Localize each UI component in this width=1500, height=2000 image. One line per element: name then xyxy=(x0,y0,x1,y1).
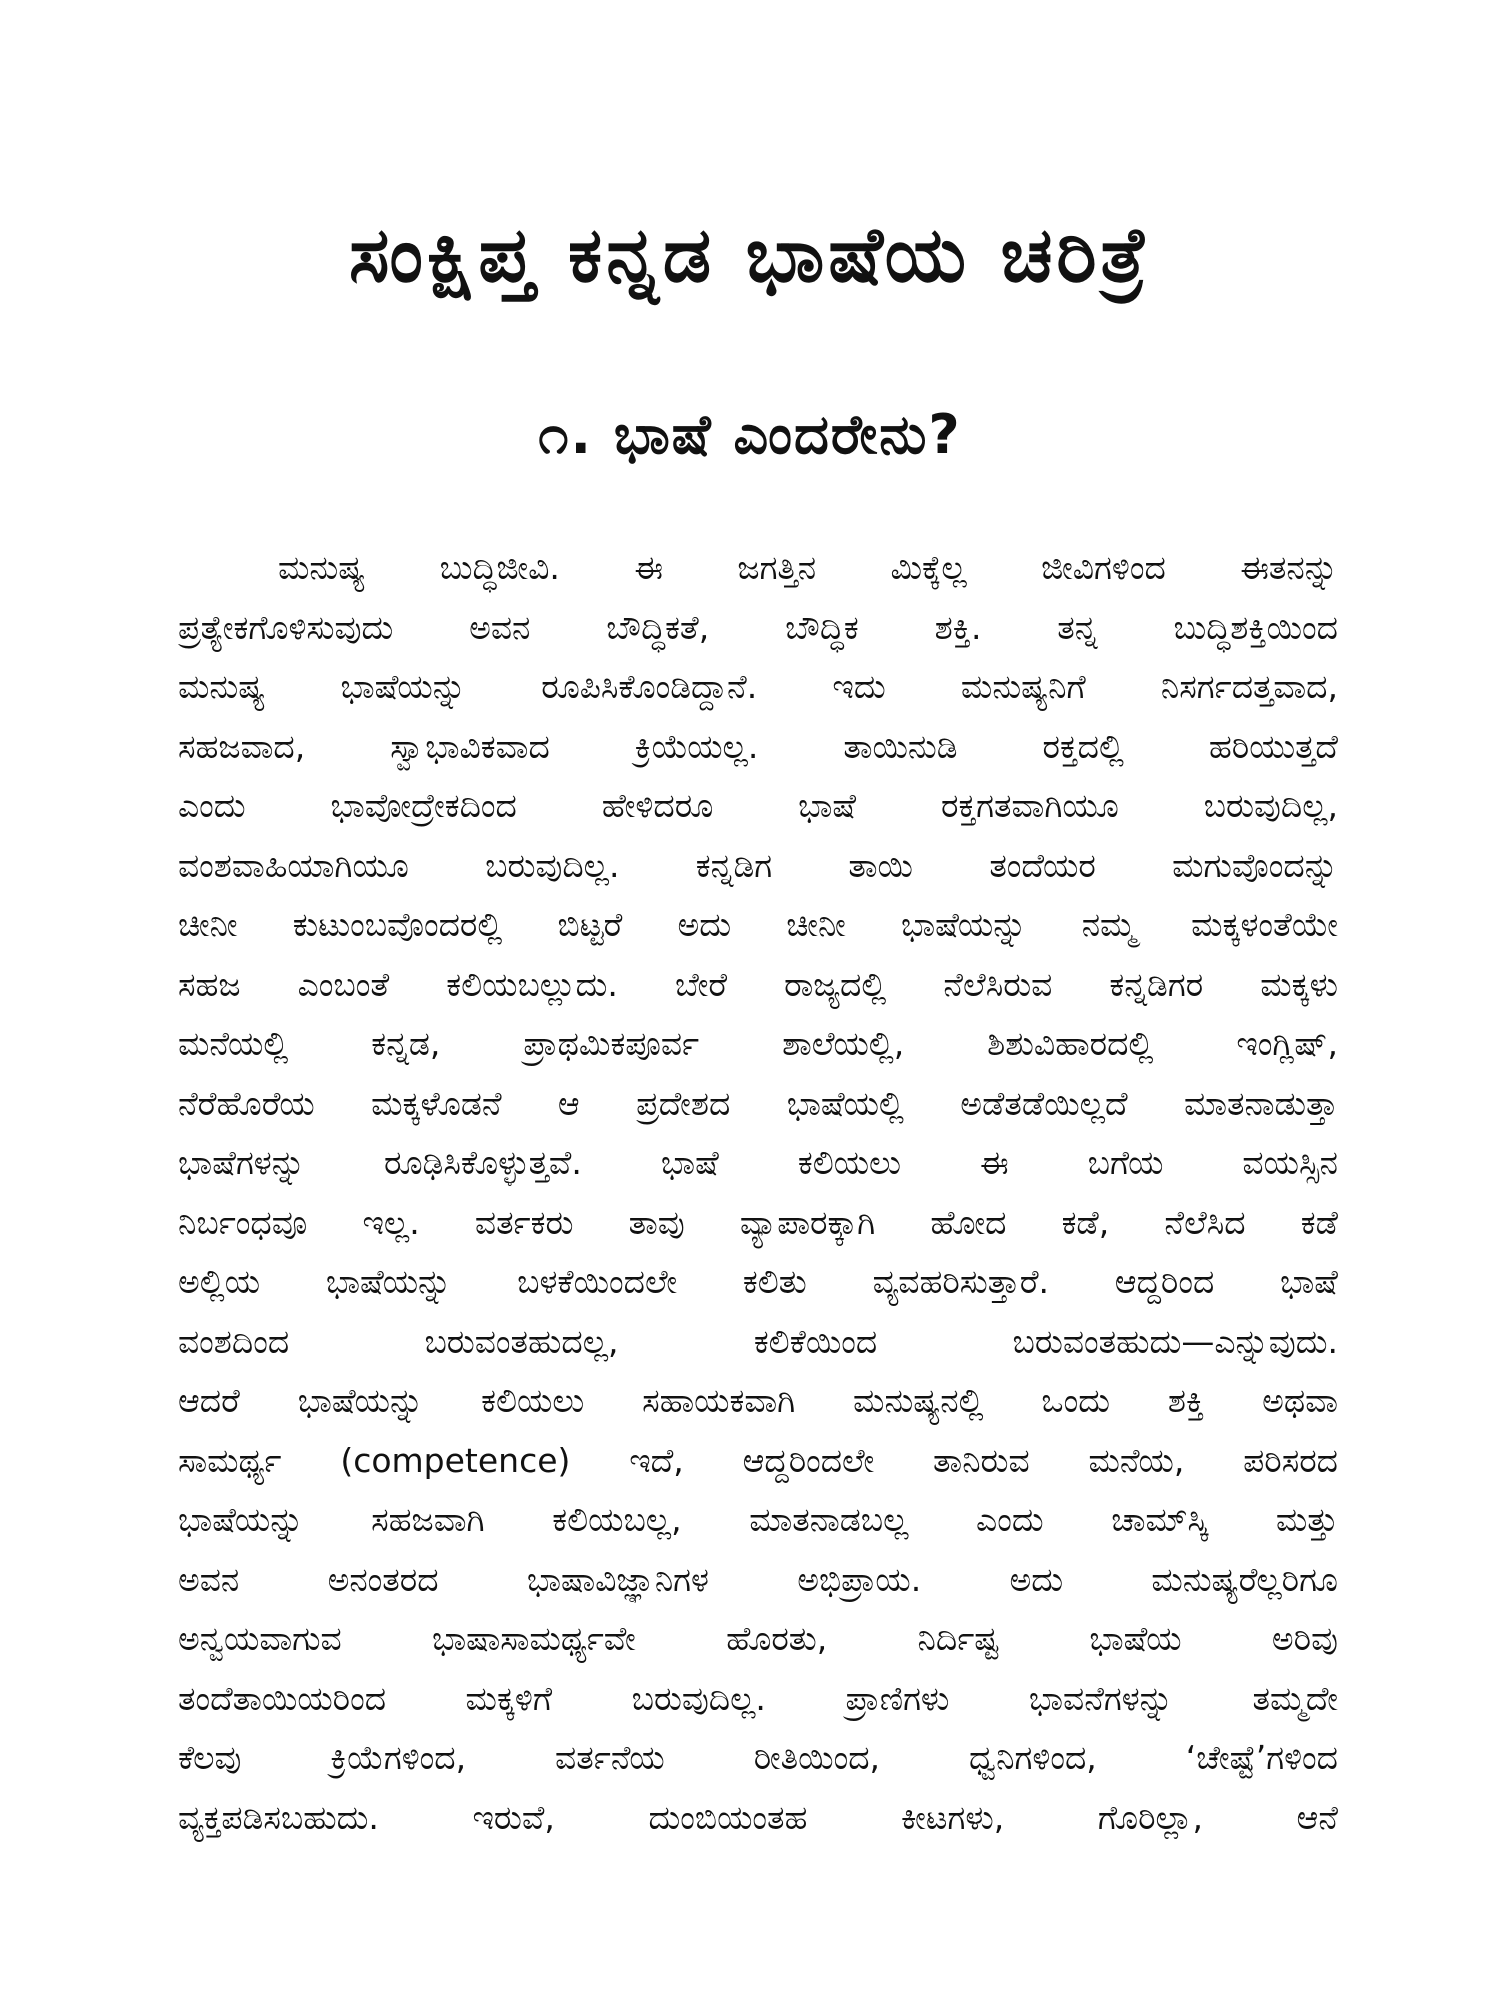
paragraph-line: ಎಂದು ಭಾವೋದ್ರೇಕದಿಂದ ಹೇಳಿದರೂ ಭಾಷೆ ರಕ್ತಗತವಾಗಿಯೂ ಬರುವುದಿಲ್ಲ, xyxy=(178,786,1338,825)
paragraph-line: ಸಹಜವಾದ, ಸ್ವಾಭಾವಿಕವಾದ ಕ್ರಿಯೆಯಲ್ಲ. ತಾಯಿನುಡಿ ರಕ್ತದಲ್ಲಿ ಹರಿಯುತ್ತದೆ xyxy=(178,726,1338,766)
paragraph-line: ನೆರೆಹೊರೆಯ ಮಕ್ಕಳೊಡನೆ ಆ ಪ್ರದೇಶದ ಭಾಷೆಯಲ್ಲಿ ಅಡೆತಡೆಯಿಲ್ಲದೆ ಮಾತನಾಡುತ್ತಾ xyxy=(178,1083,1338,1123)
chapter-heading: ೧. ಭಾಷೆ ಎಂದರೇನು? xyxy=(538,403,962,466)
paragraph-line: ಸಹಜ ಎಂಬಂತೆ ಕಲಿಯಬಲ್ಲುದು. ಬೇರೆ ರಾಜ್ಯದಲ್ಲಿ ನೆಲೆಸಿರುವ ಕನ್ನಡಿಗರ ಮಕ್ಕಳು xyxy=(178,964,1338,1004)
paragraph-line: ಭಾಷೆಗಳನ್ನು ರೂಢಿಸಿಕೊಳ್ಳುತ್ತವೆ. ಭಾಷೆ ಕಲಿಯಲು ಈ ಬಗೆಯ ವಯಸ್ಸಿನ xyxy=(178,1143,1338,1182)
paragraph-line: ಮನೆಯಲ್ಲಿ ಕನ್ನಡ, ಪ್ರಾಥಮಿಕಪೂರ್ವ ಶಾಲೆಯಲ್ಲಿ, ಶಿಶುವಿಹಾರದಲ್ಲಿ ಇಂಗ್ಲಿಷ್, xyxy=(178,1024,1338,1063)
paragraph-line: ತಂದೆತಾಯಿಯರಿಂದ ಮಕ್ಕಳಿಗೆ ಬರುವುದಿಲ್ಲ. ಪ್ರಾಣಿಗಳು ಭಾವನೆಗಳನ್ನು ತಮ್ಮದೇ xyxy=(178,1678,1338,1718)
paragraph-line: ಮನುಷ್ಯ ಭಾಷೆಯನ್ನು ರೂಪಿಸಿಕೊಂಡಿದ್ದಾನೆ. ಇದು ಮನುಷ್ಯನಿಗೆ ನಿಸರ್ಗದತ್ತವಾದ, xyxy=(178,667,1338,706)
paragraph-line: ಚೀನೀ ಕುಟುಂಬವೊಂದರಲ್ಲಿ ಬಿಟ್ಟರೆ ಅದು ಚೀನೀ ಭಾಷೆಯನ್ನು ನಮ್ಮ ಮಕ್ಕಳಂತೆಯೇ xyxy=(178,905,1338,944)
paragraph-line: ಸಾಮರ್ಥ್ಯ (competence) ಇದೆ, ಆದ್ದರಿಂದಲೇ ತಾನಿರುವ ಮನೆಯ, ಪರಿಸರದ xyxy=(178,1440,1338,1480)
paragraph-line: ಕೆಲವು ಕ್ರಿಯೆಗಳಿಂದ, ವರ್ತನೆಯ ರೀತಿಯಿಂದ, ಧ್ವನಿಗಳಿಂದ, ‘ಚೇಷ್ಟೆ’ಗಳಿಂದ xyxy=(178,1738,1338,1777)
paragraph-line: ವ್ಯಕ್ತಪಡಿಸಬಹುದು. ಇರುವೆ, ದುಂಬಿಯಂತಹ ಕೀಟಗಳು, ಗೊರಿಲ್ಲಾ, ಆನೆ xyxy=(178,1797,1338,1837)
paragraph-line: ನಿರ್ಬಂಧವೂ ಇಲ್ಲ. ವರ್ತಕರು ತಾವು ವ್ಯಾಪಾರಕ್ಕಾಗಿ ಹೋದ ಕಡೆ, ನೆಲೆಸಿದ ಕಡೆ xyxy=(178,1202,1338,1242)
paragraph-line: ವಂಶದಿಂದ ಬರುವಂತಹುದಲ್ಲ, ಕಲಿಕೆಯಿಂದ ಬರುವಂತಹುದು—ಎನ್ನುವುದು. xyxy=(178,1321,1338,1361)
paragraph-line: ಭಾಷೆಯನ್ನು ಸಹಜವಾಗಿ ಕಲಿಯಬಲ್ಲ, ಮಾತನಾಡಬಲ್ಲ ಎಂದು ಚಾಮ್‌ಸ್ಕಿ ಮತ್ತು xyxy=(178,1500,1338,1539)
paragraph-line: ಮನುಷ್ಯ ಬುದ್ಧಿಜೀವಿ. ಈ ಜಗತ್ತಿನ ಮಿಕ್ಕೆಲ್ಲ ಜೀವಿಗಳಿಂದ ಈತನನ್ನು xyxy=(278,548,1338,587)
paragraph-line: ಪ್ರತ್ಯೇಕಗೊಳಿಸುವುದು ಅವನ ಬೌದ್ಧಿಕತೆ, ಬೌದ್ಧಿಕ ಶಕ್ತಿ. ತನ್ನ ಬುದ್ಧಿಶಕ್ತಿಯಿಂದ xyxy=(178,607,1338,647)
paragraph-line: ಅವನ ಅನಂತರದ ಭಾಷಾವಿಜ್ಞಾನಿಗಳ ಅಭಿಪ್ರಾಯ. ಅದು ಮನುಷ್ಯರೆಲ್ಲರಿಗೂ xyxy=(178,1559,1338,1599)
paragraph-line: ಆದರೆ ಭಾಷೆಯನ್ನು ಕಲಿಯಲು ಸಹಾಯಕವಾಗಿ ಮನುಷ್ಯನಲ್ಲಿ ಒಂದು ಶಕ್ತಿ ಅಥವಾ xyxy=(178,1381,1338,1420)
paragraph-line: ಅನ್ವಯವಾಗುವ ಭಾಷಾಸಾಮರ್ಥ್ಯವೇ ಹೊರತು, ನಿರ್ದಿಷ್ಟ ಭಾಷೆಯ ಅರಿವು xyxy=(178,1619,1338,1658)
page-title: ಸಂಕ್ಷಿಪ್ತ ಕನ್ನಡ ಭಾಷೆಯ ಚರಿತ್ರೆ xyxy=(348,210,1152,299)
paragraph-line: ಅಲ್ಲಿಯ ಭಾಷೆಯನ್ನು ಬಳಕೆಯಿಂದಲೇ ಕಲಿತು ವ್ಯವಹರಿಸುತ್ತಾರೆ. ಆದ್ದರಿಂದ ಭಾಷೆ xyxy=(178,1262,1338,1301)
body-paragraph xyxy=(178,538,1338,1847)
paragraph-line: ವಂಶವಾಹಿಯಾಗಿಯೂ ಬರುವುದಿಲ್ಲ. ಕನ್ನಡಿಗ ತಾಯಿ ತಂದೆಯರ ಮಗುವೊಂದನ್ನು xyxy=(178,845,1338,885)
